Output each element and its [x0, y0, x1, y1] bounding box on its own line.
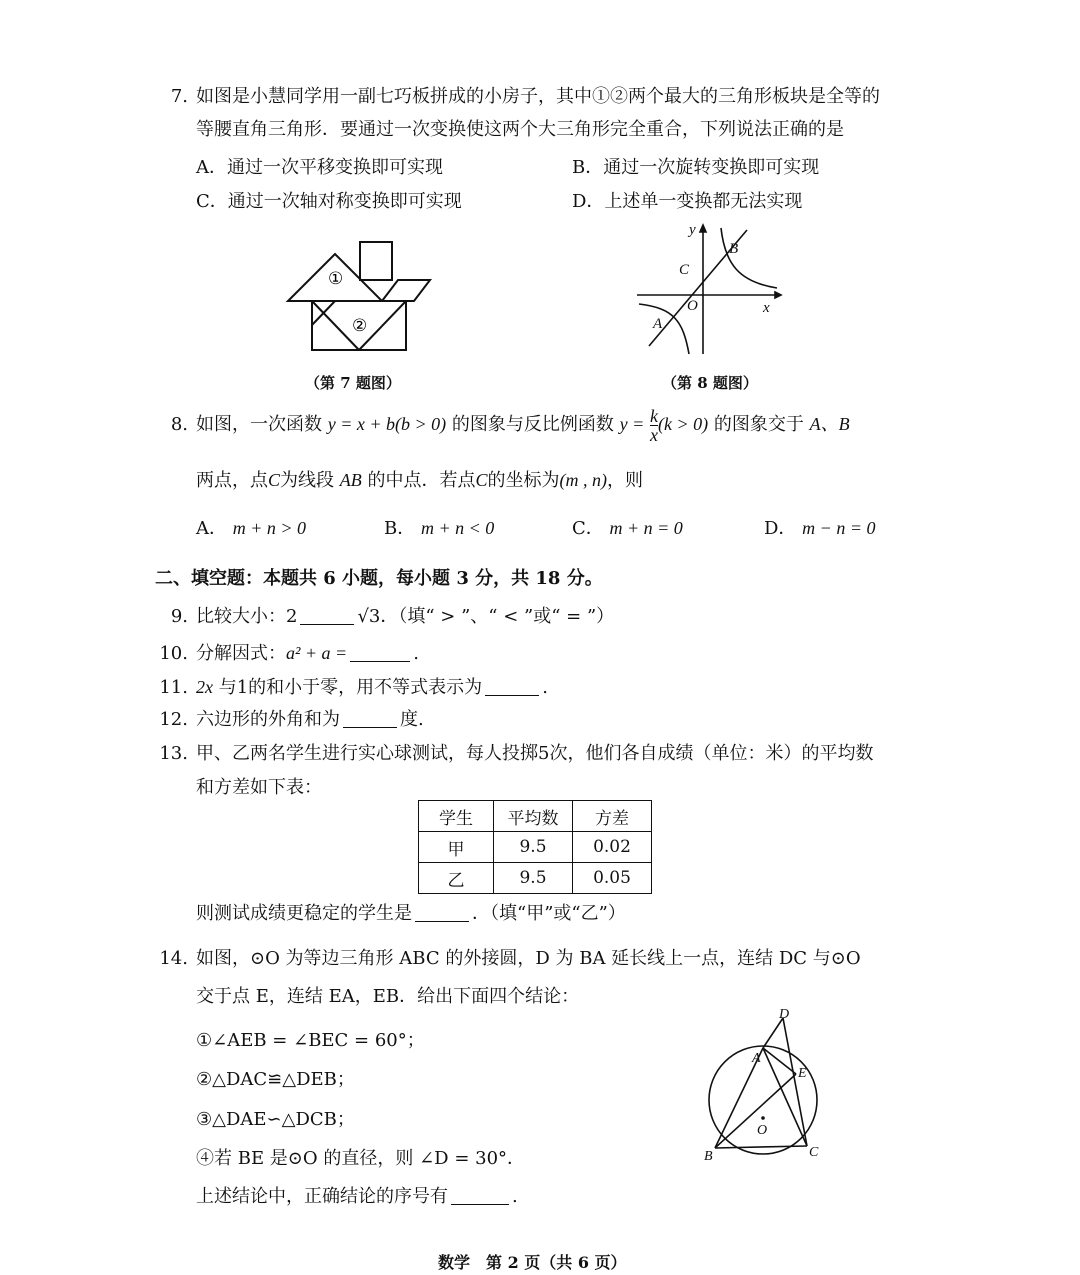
q13-table	[418, 800, 652, 894]
square-piece	[360, 242, 392, 280]
q7-option-a[interactable]: A．通过一次平移变换即可实现	[196, 157, 443, 178]
q9: 9. 比较大小：2 √3．（填“ > ”、“ < ”或“ = ”）	[170, 606, 615, 627]
q10-blank[interactable]	[350, 643, 410, 662]
hyperbola-branch-1	[721, 228, 777, 288]
q14-line1: 14. 如图，⊙O 为等边三角形 ABC 的外接圆，D 为 BA 延长线上一点，连结 DC 与⊙O	[159, 948, 861, 969]
q14-conclusion-2: ②△DAC≌△DEB；	[196, 1069, 355, 1090]
svg-text:A: A	[752, 1051, 761, 1066]
svg-text:E: E	[798, 1066, 807, 1081]
q14-last-line: 上述结论中，正确结论的序号有 .	[196, 1186, 518, 1207]
label-2: ②	[352, 316, 368, 336]
q8-line2: 两点，点C为线段 AB 的中点．若点C的坐标为(m , n)，则	[196, 470, 643, 491]
q11-blank[interactable]	[485, 677, 539, 696]
q7-house-figure	[280, 238, 440, 358]
parallelogram-piece	[382, 280, 430, 301]
q14-circle-figure	[695, 1006, 835, 1166]
q8-option-d[interactable]: D． m − n = 0	[764, 518, 876, 539]
svg-text:C: C	[809, 1145, 819, 1160]
q8-number: 8.	[170, 414, 188, 435]
svg-text:O: O	[687, 298, 698, 314]
q11: 11. 2x 与1的和小于零，用不等式表示为 .	[159, 677, 548, 698]
q8-caption: （第 8 题图）	[662, 374, 758, 392]
q13-blank[interactable]	[415, 903, 469, 922]
q13-line1: 13. 甲、乙两名学生进行实心球测试，每人投掷5次，他们各自成绩（单位：米）的平均数	[159, 743, 874, 764]
q8-option-c[interactable]: C． m + n = 0	[572, 518, 683, 539]
table-row: 甲 9.5 0.02	[419, 832, 652, 863]
svg-text:x: x	[763, 300, 770, 316]
q13-answer-line: 则测试成绩更稳定的学生是 ．（填“甲”或“乙”）	[196, 903, 626, 924]
q14-line2: 交于点 E，连结 EA，EB．给出下面四个结论：	[196, 986, 580, 1007]
table-row: 学生 平均数 方差	[419, 801, 652, 832]
svg-text:O: O	[757, 1123, 768, 1138]
svg-text:y: y	[689, 222, 696, 238]
q7-option-d[interactable]: D．上述单一变换都无法实现	[572, 191, 803, 212]
q9-blank[interactable]	[300, 606, 354, 625]
q12: 12. 六边形的外角和为 度.	[159, 709, 424, 730]
q14-conclusion-3: ③△DAE∽△DCB；	[196, 1109, 355, 1130]
q14-conclusion-4: ④若 BE 是⊙O 的直径，则 ∠D = 30°．	[196, 1148, 526, 1169]
q13-line2: 和方差如下表：	[196, 777, 322, 798]
q14-blank[interactable]	[451, 1186, 509, 1205]
table-row: 乙 9.5 0.05	[419, 863, 652, 894]
svg-text:B: B	[704, 1149, 713, 1164]
svg-text:A: A	[653, 316, 663, 332]
svg-text:D: D	[779, 1007, 790, 1022]
svg-text:C: C	[679, 262, 690, 278]
q8-graph-figure	[635, 222, 785, 357]
q7-option-c[interactable]: C．通过一次轴对称变换即可实现	[196, 191, 462, 212]
q10: 10. 分解因式：a² + a = .	[159, 643, 419, 664]
q14-conclusion-1: ①∠AEB = ∠BEC = 60°；	[196, 1030, 425, 1051]
q7-number: 7.	[170, 86, 188, 107]
q7-line1: 7. 如图是小慧同学用一副七巧板拼成的小房子，其中①②两个最大的三角形板块是全等的	[150, 80, 880, 114]
q8-option-b[interactable]: B． m + n < 0	[384, 518, 495, 539]
section-2-heading: 二、填空题：本题共 6 小题，每小题 3 分，共 18 分。	[155, 568, 603, 589]
q7-line2: 等腰直角三角形．要通过一次变换使这两个大三角形完全重合，下列说法正确的是	[196, 119, 844, 140]
q7-option-b[interactable]: B．通过一次旋转变换即可实现	[572, 157, 820, 178]
q7-caption: （第 7 题图）	[305, 374, 401, 392]
q12-blank[interactable]	[343, 709, 397, 728]
q8-fraction: $\frac{k}{x}$	[649, 405, 658, 445]
svg-text:B: B	[729, 241, 739, 257]
label-1: ①	[328, 269, 344, 289]
q8-option-a[interactable]: A． m + n > 0	[196, 518, 307, 539]
q8-line1: 8. 如图，一次函数 y = x + b(b > 0) 的图象与反比例函数 y = $\frac{k}{x}$ (k > 0) 的图象交于 A、B	[150, 404, 850, 445]
page-footer: 数学 第 2 页（共 6 页）	[438, 1253, 627, 1272]
